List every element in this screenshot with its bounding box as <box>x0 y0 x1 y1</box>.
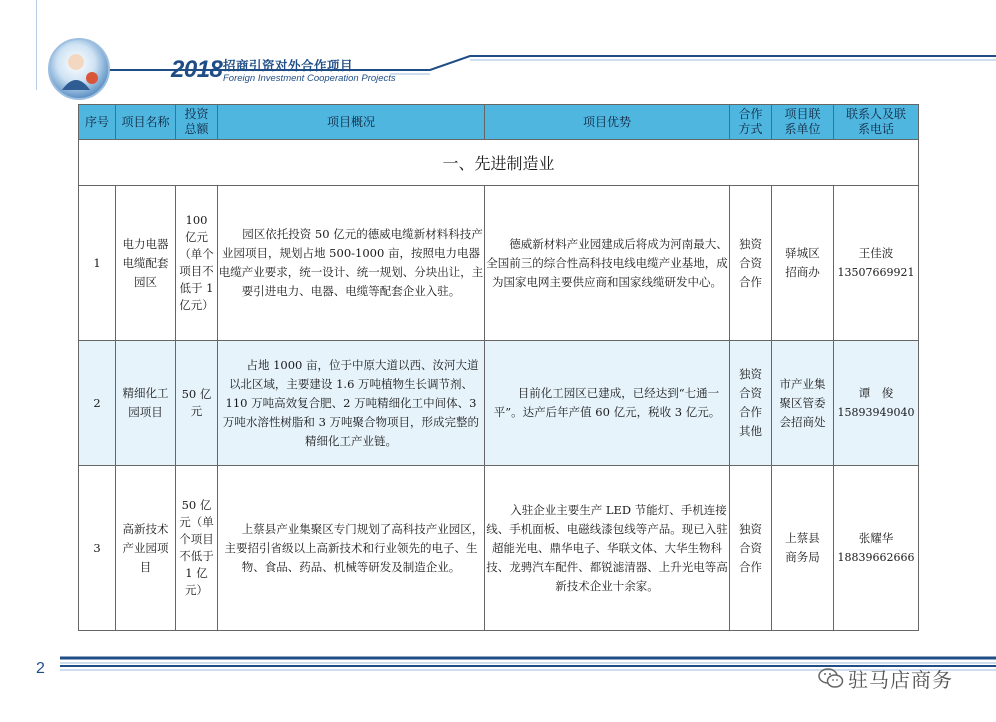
row-no: 3 <box>79 466 116 631</box>
row-advantage: 德威新材料产业园建成后将成为河南最大、全国前三的综合性高科技电线电缆产业基地，成为国家电网主要供应商和国家线缆研发中心。 <box>485 186 730 341</box>
section-title: 一、先进制造业 <box>79 140 919 186</box>
header-title-cn: 招商引资对外合作项目 <box>223 58 354 73</box>
row-amount: 50 亿元（单个项目不低于 1 亿元） <box>176 466 218 631</box>
row-coop: 独资合资合作 <box>730 466 772 631</box>
table-row <box>79 186 919 341</box>
contact-phone: 15893949040 <box>837 406 915 419</box>
projects-table <box>78 104 919 631</box>
row-overview: 上蔡县产业集聚区专门规划了高科技产业园区，主要招引省级以上高新技术和行业领先的电子、生物、食品、药品、机械等研发及制造企业。 <box>218 466 485 631</box>
contact-name: 王佳波 <box>858 246 894 260</box>
row-advantage: 目前化工园区已建成，已经达到“七通一平”。达产后年产值 60 亿元，税收 3 亿元。 <box>485 341 730 466</box>
row-unit: 驿城区招商办 <box>772 186 834 341</box>
watermark-text: 驻马店商务 <box>848 668 953 692</box>
col-header-name: 项目名称 <box>116 105 176 140</box>
row-coop: 独资合资合作 <box>730 186 772 341</box>
col-header-advantage: 项目优势 <box>485 105 730 140</box>
row-amount: 50 亿元 <box>176 341 218 466</box>
header-logo <box>48 38 110 100</box>
row-unit: 上蔡县商务局 <box>772 466 834 631</box>
table-row <box>79 466 919 631</box>
contact-name: 张耀华 <box>858 531 894 545</box>
contact-name: 谭 俊 <box>858 386 894 400</box>
row-coop: 独资合资合作其他 <box>730 341 772 466</box>
row-overview: 园区依托投资 50 亿元的德威电缆新材料科技产业园项目，规划占地 500-1000 亩，按照电力电器电缆产业要求，统一设计、统一规划、分块出让，主要引进电力、电器、电缆等配套企业入驻。 <box>218 186 485 341</box>
table-row <box>79 341 919 466</box>
header-decor-lines <box>0 50 996 80</box>
footer-decor-lines <box>0 648 996 688</box>
row-name: 电力电器电缆配套园区 <box>116 186 176 341</box>
section-row <box>79 140 919 186</box>
wechat-icon <box>818 667 844 689</box>
col-header-coop: 合作方式 <box>730 105 772 140</box>
row-contact <box>834 186 919 341</box>
col-header-unit: 项目联系单位 <box>772 105 834 140</box>
page-number: 2 <box>36 660 45 677</box>
col-header-contact: 联系人及联系电话 <box>834 105 919 140</box>
contact-phone: 18839662666 <box>837 551 915 564</box>
row-no: 1 <box>79 186 116 341</box>
row-contact <box>834 466 919 631</box>
header-year: 2018 <box>171 56 223 83</box>
row-overview: 占地 1000 亩，位于中原大道以西、汝河大道以北区域，主要建设 1.6 万吨植物生长调节剂、110 万吨高效复合肥、2 万吨精细化工中间体、3 万吨水溶性树脂和 3 万吨聚合物项目，形成完整的精细化工产业链。 <box>218 341 485 466</box>
row-no: 2 <box>79 341 116 466</box>
table-header-row <box>79 105 919 140</box>
col-header-no: 序号 <box>79 105 116 140</box>
row-amount: 100 亿元（单个项目不低于 1 亿元） <box>176 186 218 341</box>
row-unit: 市产业集聚区管委会招商处 <box>772 341 834 466</box>
col-header-amount: 投资总额 <box>176 105 218 140</box>
contact-phone: 13507669921 <box>837 266 915 279</box>
header-title-en: Foreign Investment Cooperation Projects <box>223 73 396 84</box>
row-advantage: 入驻企业主要生产 LED 节能灯、手机连接线、手机面板、电磁线漆包线等产品。现已入驻超能光电、鼎华电子、华联文体、大华生物科技、龙骋汽车配件、都锐滤清器、上升光电等高新技术企业十余家。 <box>485 466 730 631</box>
row-name: 高新技术产业园项目 <box>116 466 176 631</box>
row-name: 精细化工园项目 <box>116 341 176 466</box>
col-header-overview: 项目概况 <box>218 105 485 140</box>
row-contact <box>834 341 919 466</box>
